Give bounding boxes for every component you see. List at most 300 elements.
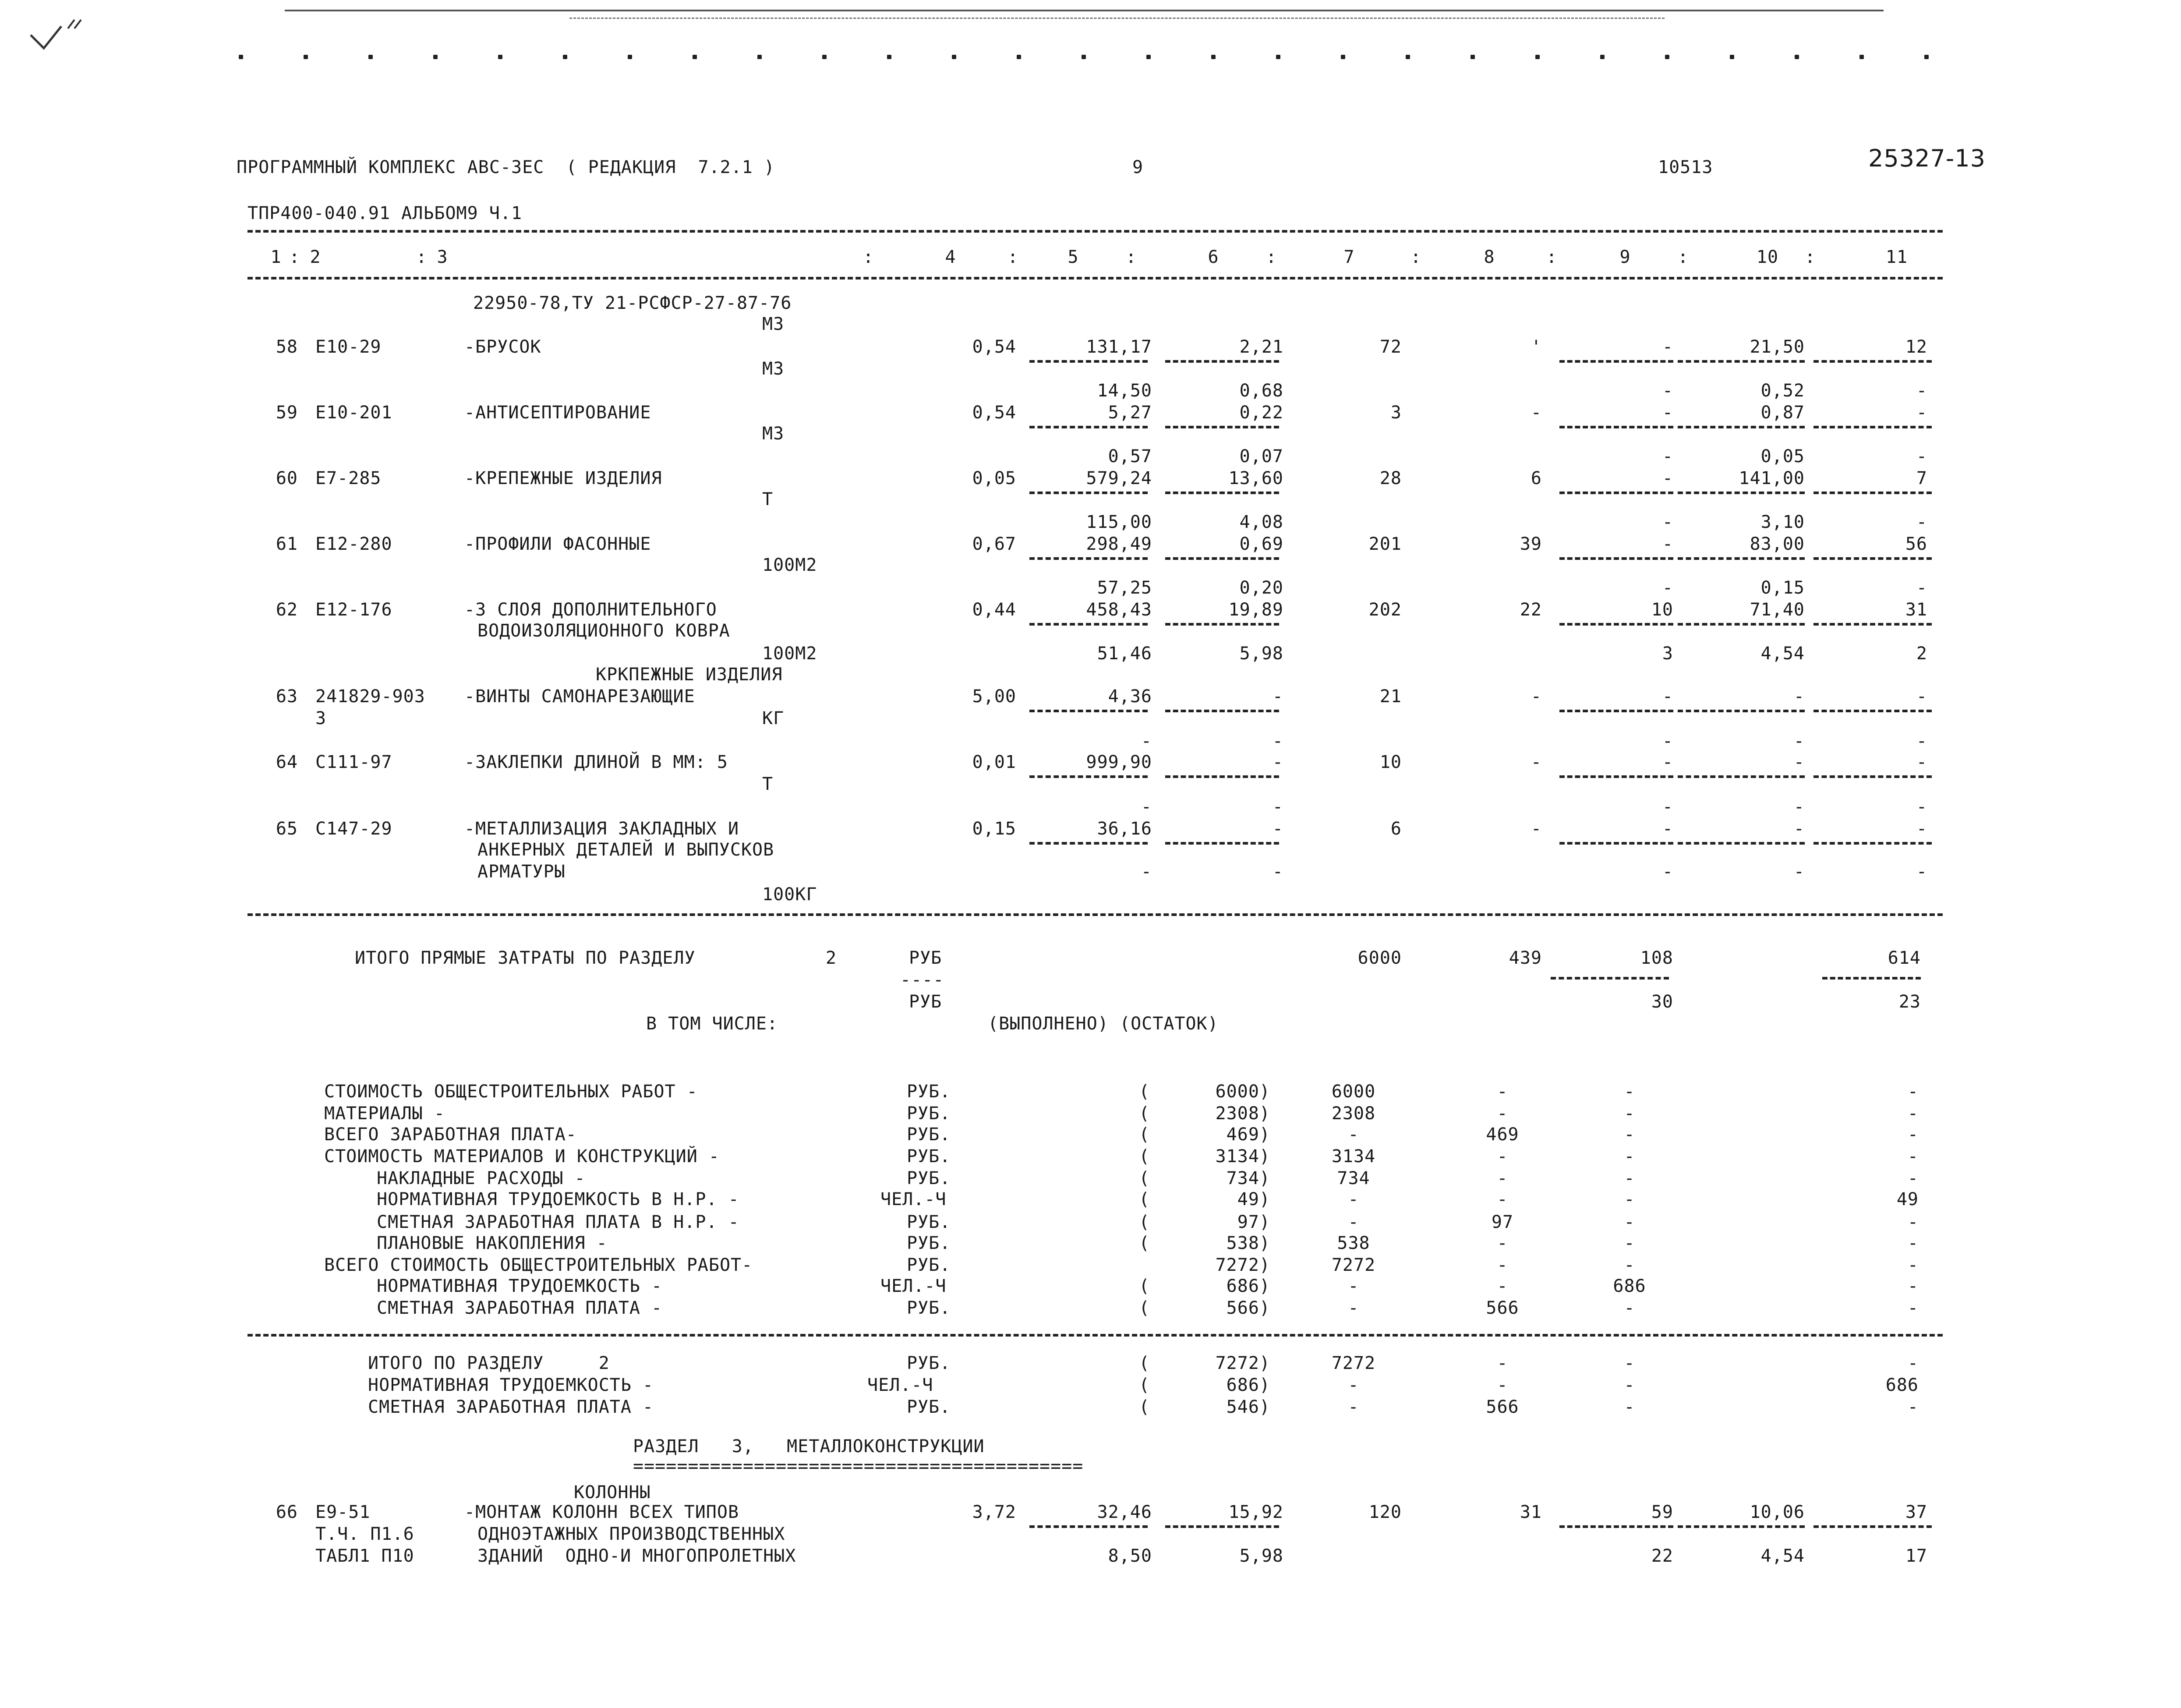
perforation-dot [368,55,373,59]
including-label: В ТОМ ЧИСЛЕ: [646,1014,778,1034]
summary-c9: - [1624,1168,1635,1188]
row-number: 60 [276,468,298,488]
summary-c9: - [1624,1082,1635,1102]
row-cell-c6: - [1272,797,1283,817]
row-name: -ЗАКЛЕПКИ ДЛИНОЙ В ММ: 5 [464,752,728,772]
perforation-dot [1276,55,1280,59]
row-cell-c5: 51,46 [1097,644,1152,664]
section-total-label: ИТОГО ПО РАЗДЕЛУ 2 [368,1353,610,1373]
row-cell-c6: 19,89 [1228,600,1283,620]
summary-unit: РУБ. [907,1212,951,1232]
perforation-dot [563,55,567,59]
separator-line [247,1334,1943,1337]
form-code: 10513 [1658,157,1713,177]
dash-mark [1559,557,1673,560]
summary-c9: - [1624,1189,1635,1209]
row-cell-c10: 3,10 [1760,512,1805,532]
summary-label: СТОИМОСТЬ МАТЕРИАЛОВ И КОНСТРУКЦИЙ - [324,1146,720,1167]
row-cell-c10: 141,00 [1739,468,1805,488]
row-cell-c7: 120 [1368,1502,1402,1522]
perforation-dot [757,55,762,59]
row-name: -ПРОФИЛИ ФАСОННЫЕ [464,534,651,554]
column-header-2: 2 [310,247,321,267]
summary-open: ( [1139,1103,1150,1124]
row-name: АРМАТУРЫ [477,862,566,882]
section-total-c9: - [1624,1397,1635,1417]
row-cell-c11: - [1916,752,1927,772]
summary-open: ( [1139,1298,1150,1318]
summary-open: ( [1139,1146,1150,1167]
row-cell-c8: 6 [1531,468,1542,488]
dash-mark [1813,360,1932,363]
row-cell-qty: 0,05 [972,468,1016,488]
row-number: 62 [276,600,298,620]
column-separator: : [289,247,300,267]
row-name: -3 СЛОЯ ДОПОЛНИТЕЛЬНОГО [464,600,717,620]
dash-mark [1813,842,1932,845]
summary-c8: 469 [1486,1125,1519,1145]
summary-label: ПЛАНОВЫЕ НАКОПЛЕНИЯ - [377,1233,608,1253]
row-cell-qty: 0,54 [972,337,1016,357]
summary-label: НОРМАТИВНАЯ ТРУДОЕМКОСТЬ - [377,1276,663,1296]
perforation-dot [1146,55,1151,59]
row-cell-c5: 458,43 [1086,600,1152,620]
dash-mark [1678,360,1805,363]
column-header-5: 5 [1068,247,1079,267]
column-header-7: 7 [1343,247,1355,267]
perforation-dot [1795,55,1799,59]
row-unit: Т [762,774,774,794]
row-cell-c8: - [1531,752,1542,772]
column-separator: : [1805,247,1816,267]
direct-costs-unit: РУБ [909,948,942,968]
column-header-9: 9 [1619,247,1631,267]
column-separator: : [1126,247,1137,267]
row-cell-c11: - [1916,381,1927,401]
summary-value: 2308) [1215,1103,1270,1124]
summary-open: ( [1139,1233,1150,1253]
summary-unit: ЧЕЛ.-Ч [880,1189,947,1209]
row-cell-c7: 3 [1390,403,1402,423]
dash-mark [1813,557,1932,560]
dash-mark [1813,775,1932,778]
summary-c7: - [1348,1212,1359,1232]
section-total-c8: - [1497,1353,1508,1373]
row-cell-c11: - [1916,819,1927,839]
row-cell-c5: 115,00 [1086,512,1152,532]
summary-unit: РУБ. [907,1255,951,1275]
summary-c8: 566 [1486,1298,1519,1318]
direct-costs-c9: 108 [1640,948,1673,968]
section-total-c11: 686 [1885,1375,1919,1395]
row-cell-c11: - [1916,797,1927,817]
row-cell-qty: 0,67 [972,534,1016,554]
row-cell-c8: 39 [1520,534,1542,554]
row-cell-c5: 5,27 [1108,403,1152,423]
summary-c9: - [1624,1103,1635,1124]
summary-c9: - [1624,1146,1635,1167]
dash-mark [1678,1525,1805,1528]
dash-mark [1678,842,1805,845]
row-name: -АНТИСЕПТИРОВАНИЕ [464,403,651,423]
dash-mark [1813,492,1932,494]
row-cell-c5: 579,24 [1086,468,1152,488]
perforation-dot [628,55,632,59]
row-text: КРКПЕЖНЫЕ ИЗДЕЛИЯ [596,665,783,685]
row-number: 58 [276,337,298,357]
row-cell-c9: - [1662,752,1673,772]
row-cell-c8: 31 [1520,1502,1542,1522]
perforation-dot [1924,55,1929,59]
row-cell-c5: 36,16 [1097,819,1152,839]
row-cell-c5: - [1141,731,1152,751]
dash-mark [1559,842,1673,845]
row-cell-c5: 0,57 [1108,446,1152,467]
section-total-c7: - [1348,1375,1359,1395]
summary-label: СТОИМОСТЬ ОБЩЕСТРОИТЕЛЬНЫХ РАБОТ - [324,1082,698,1102]
summary-value: 469) [1226,1125,1270,1145]
row-cell-c8: - [1531,403,1542,423]
summary-c8: - [1497,1168,1508,1188]
summary-c7: 7272 [1331,1255,1376,1275]
row-cell-c11: 7 [1916,468,1927,488]
row-cell-c6: 0,22 [1239,403,1283,423]
row-cell-c9: - [1662,578,1673,598]
summary-c8: - [1497,1233,1508,1253]
row-cell-c9: - [1662,337,1673,357]
row-name: -ВИНТЫ САМОНАРЕЗАЮЩИЕ [464,686,695,707]
section-total-value: 7272) [1215,1353,1270,1373]
row-cell-c10: - [1793,731,1805,751]
summary-value: 97) [1237,1212,1270,1232]
row-number: 66 [276,1502,298,1522]
dash-mark [1029,1525,1148,1528]
row-cell-c9: 59 [1651,1502,1673,1522]
row-unit: 100М2 [762,555,817,575]
column-header-8: 8 [1484,247,1495,267]
dash-mark [1813,710,1932,712]
row-cell-c11: - [1916,512,1927,532]
row-cell-c5: 32,46 [1097,1502,1152,1522]
row-cell-c9: - [1662,381,1673,401]
row-cell-c10: 0,05 [1760,446,1805,467]
row-unit: М3 [762,424,785,444]
row-cell-qty: 0,44 [972,600,1016,620]
summary-c8: - [1497,1276,1508,1296]
row-code: 3 [315,708,327,728]
section-3-underline: ========================================= [633,1456,1084,1476]
summary-c11: - [1907,1212,1919,1232]
row-cell-c10: 10,06 [1750,1502,1805,1522]
row-name: -МЕТАЛЛИЗАЦИЯ ЗАКЛАДНЫХ И [464,819,739,839]
row-cell-c10: - [1793,819,1805,839]
summary-c11: 49 [1896,1189,1919,1209]
row-cell-c5: 999,90 [1086,752,1152,772]
row-cell-c6: 5,98 [1239,644,1283,664]
summary-c8: - [1497,1082,1508,1102]
row-cell-c6: - [1272,686,1283,707]
row-cell-c10: - [1793,686,1805,707]
summary-c7: - [1348,1189,1359,1209]
row-cell-c10: 4,54 [1760,644,1805,664]
row-cell-c9: - [1662,686,1673,707]
program-title: ПРОГРАММНЫЙ КОМПЛЕКС АВС-3ЕС ( РЕДАКЦИЯ 7.2.1 ) [237,157,775,177]
summary-open: ( [1139,1168,1150,1188]
column-separator: : [1007,247,1019,267]
row-number: 64 [276,752,298,772]
summary-unit: РУБ. [907,1146,951,1167]
summary-c7: - [1348,1125,1359,1145]
row-name: -КРЕПЕЖНЫЕ ИЗДЕЛИЯ [464,468,662,488]
row-cell-c6: - [1272,819,1283,839]
dash-mark [1822,977,1921,980]
summary-c11: - [1907,1255,1919,1275]
direct-costs-c11: 614 [1888,948,1921,968]
scan-top-line [285,10,1884,11]
summary-c9: 686 [1613,1276,1646,1296]
perforation-dot [1406,55,1410,59]
dash-mark [1029,360,1148,363]
dash-mark [1165,426,1279,428]
summary-label: СМЕТНАЯ ЗАРАБОТНАЯ ПЛАТА - [377,1298,663,1318]
row-cell-c5: 4,36 [1108,686,1152,707]
row-cell-c10: - [1793,797,1805,817]
section-total-unit: РУБ. [907,1353,951,1373]
dash-mark [1678,623,1805,626]
summary-c7: 2308 [1331,1103,1376,1124]
row-cell-qty: 0,54 [972,403,1016,423]
dash-mark [1029,775,1148,778]
summary-c8: - [1497,1189,1508,1209]
summary-c7: 6000 [1331,1082,1376,1102]
row-cell-c7: 201 [1368,534,1402,554]
row-cell-c9: 22 [1651,1546,1673,1566]
row-unit: Т [762,489,774,509]
row-cell-c11: - [1916,686,1927,707]
done-rest-label: (ВЫПОЛНЕНО) (ОСТАТОК) [988,1014,1219,1034]
summary-c7: 3134 [1331,1146,1376,1167]
row-cell-c6: - [1272,752,1283,772]
direct-costs-c9b: 30 [1651,992,1673,1012]
summary-c9: - [1624,1255,1635,1275]
separator-line [247,230,1943,233]
row-cell-c6: - [1272,731,1283,751]
row-cell-c11: - [1916,403,1927,423]
dash-mark [1165,842,1279,845]
dash-mark [1559,1525,1673,1528]
row-cell-c11: - [1916,731,1927,751]
section-total-open: ( [1139,1353,1150,1373]
summary-c7: - [1348,1298,1359,1318]
row-name: АНКЕРНЫХ ДЕТАЛЕЙ И ВЫПУСКОВ [477,840,774,860]
row-cell-c11: 2 [1916,644,1927,664]
row-cell-c10: 0,87 [1760,403,1805,423]
row-cell-c6: 15,92 [1228,1502,1283,1522]
row-cell-qty: 0,15 [972,819,1016,839]
row-cell-c5: 57,25 [1097,578,1152,598]
document-number: 25327-13 [1868,145,1986,172]
summary-unit: РУБ. [907,1298,951,1318]
row-unit: М3 [762,314,785,334]
row-code: ТАБЛ1 П10 [315,1546,414,1566]
perforation-dot [822,55,827,59]
summary-c11: - [1907,1298,1919,1318]
row-code: Е9-51 [315,1502,371,1522]
row-cell-c9: - [1662,862,1673,882]
perforation-dot [239,55,243,59]
perforation-dot [887,55,891,59]
dash-mark [1165,557,1279,560]
row-cell-c10: - [1793,752,1805,772]
dash-mark [1559,623,1673,626]
row-cell-c9: 10 [1651,600,1673,620]
row-cell-c6: 2,21 [1239,337,1283,357]
summary-label: МАТЕРИАЛЫ - [324,1103,445,1124]
row-code: С111-97 [315,752,392,772]
album-title: ТПР400-040.91 АЛЬБОМ9 Ч.1 [247,203,523,223]
row-cell-qty: 5,00 [972,686,1016,707]
dash-mark [1165,1525,1279,1528]
row-cell-c7: 202 [1368,600,1402,620]
column-separator: : [1678,247,1689,267]
row-cell-c9: - [1662,797,1673,817]
summary-value: 686) [1226,1276,1270,1296]
summary-value: 566) [1226,1298,1270,1318]
row-name: ОДНОЭТАЖНЫХ ПРОИЗВОДСТВЕННЫХ [477,1524,785,1544]
summary-c9: - [1624,1125,1635,1145]
row-cell-c5: 131,17 [1086,337,1152,357]
summary-open: ( [1139,1212,1150,1232]
direct-costs-c8: 439 [1509,948,1542,968]
row-cell-c10: 71,40 [1750,600,1805,620]
dash-mark [1559,492,1673,494]
row-name: -БРУСОК [464,337,541,357]
row-cell-c9: - [1662,468,1673,488]
row-cell-c6: - [1272,862,1283,882]
row-cell-c9: - [1662,512,1673,532]
section-total-c11: - [1907,1353,1919,1373]
row-name: -МОНТАЖ КОЛОНН ВСЕХ ТИПОВ [464,1502,739,1522]
section-total-c7: 7272 [1331,1353,1376,1373]
row-number: 65 [276,819,298,839]
row-cell-c5: 8,50 [1108,1546,1152,1566]
row-cell-c11: - [1916,862,1927,882]
perforation-dot [693,55,697,59]
row-code: Е12-280 [315,534,392,554]
summary-open: ( [1139,1276,1150,1296]
row-cell-c6: 0,69 [1239,534,1283,554]
dash-mark [1678,492,1805,494]
dash-mark [1029,710,1148,712]
summary-label: НОРМАТИВНАЯ ТРУДОЕМКОСТЬ В Н.Р. - [377,1189,739,1209]
summary-label: СМЕТНАЯ ЗАРАБОТНАЯ ПЛАТА В Н.Р. - [377,1212,739,1232]
section-total-open: ( [1139,1375,1150,1395]
perforation-dot [1535,55,1540,59]
row-number: 61 [276,534,298,554]
perforation-dot [1859,55,1864,59]
row-cell-c10: 4,54 [1760,1546,1805,1566]
row-cell-qty: 3,72 [972,1502,1016,1522]
perforation-dot [1341,55,1345,59]
summary-value: 6000) [1215,1082,1270,1102]
dash-mark [1551,977,1669,980]
summary-c8: - [1497,1255,1508,1275]
dash-mark [1678,557,1805,560]
summary-c9: - [1624,1298,1635,1318]
summary-value: 734) [1226,1168,1270,1188]
row-cell-c8: 22 [1520,600,1542,620]
section-total-label: НОРМАТИВНАЯ ТРУДОЕМКОСТЬ - [368,1375,654,1395]
row-cell-c7: 72 [1379,337,1402,357]
dash-mark [1559,360,1673,363]
summary-label: НАКЛАДНЫЕ РАСХОДЫ - [377,1168,586,1188]
perforation-dot [1730,55,1734,59]
summary-c9: - [1624,1233,1635,1253]
column-separator: : [1546,247,1558,267]
summary-c8: - [1497,1146,1508,1167]
summary-c11: - [1907,1103,1919,1124]
summary-unit: РУБ. [907,1082,951,1102]
section-total-c7: - [1348,1397,1359,1417]
summary-c11: - [1907,1276,1919,1296]
summary-c7: 734 [1337,1168,1370,1188]
row-code: Е10-29 [315,337,382,357]
row-cell-c11: 12 [1905,337,1927,357]
column-separator: : [1266,247,1277,267]
row-cell-c9: - [1662,731,1673,751]
row-cell-c9: - [1662,446,1673,467]
summary-c11: - [1907,1082,1919,1102]
row-unit: 100КГ [762,884,817,905]
summary-unit: РУБ. [907,1125,951,1145]
summary-c11: - [1907,1125,1919,1145]
summary-c11: - [1907,1146,1919,1167]
section-total-open: ( [1139,1397,1150,1417]
row-cell-c11: - [1916,446,1927,467]
row-code: Е7-285 [315,468,382,488]
summary-c8: 97 [1491,1212,1514,1232]
section-total-c9: - [1624,1375,1635,1395]
column-separator: : [1410,247,1422,267]
perforation-dot [1665,55,1669,59]
row-code: Е12-176 [315,600,392,620]
dash-mark [1165,623,1279,626]
section-total-c9: - [1624,1353,1635,1373]
perforation-dot [304,55,308,59]
perforation-dot [433,55,438,59]
row-cell-qty: 0,01 [972,752,1016,772]
row-code: С147-29 [315,819,392,839]
summary-c11: - [1907,1233,1919,1253]
dash-mark [1678,775,1805,778]
row-cell-c11: 37 [1905,1502,1927,1522]
dash-mark [1029,623,1148,626]
section-total-value: 686) [1226,1375,1270,1395]
row-cell-c7: 21 [1379,686,1402,707]
row-cell-c6: 13,60 [1228,468,1283,488]
summary-c7: - [1348,1276,1359,1296]
summary-open: ( [1139,1082,1150,1102]
summary-label: ВСЕГО СТОИМОСТЬ ОБЩЕСТРОИТЕЛЬНЫХ РАБОТ- [324,1255,753,1275]
section-3-group: КОЛОННЫ [574,1482,651,1503]
section-total-value: 546) [1226,1397,1270,1417]
row-code: 241829-903 [315,686,425,707]
dash-mark [1165,710,1279,712]
dash-mark [1678,710,1805,712]
row-cell-c11: - [1916,578,1927,598]
section-total-unit: ЧЕЛ.-Ч [867,1375,933,1395]
summary-open: ( [1139,1189,1150,1209]
